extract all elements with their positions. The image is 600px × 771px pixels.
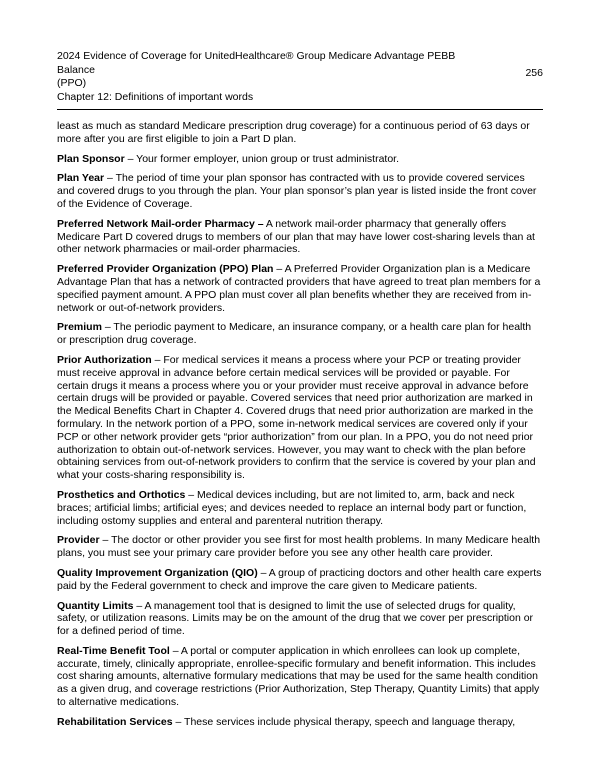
- definition-text: – The periodic payment to Medicare, an insurance company, or a health care plan for health or prescription drug coverage.: [57, 321, 532, 347]
- definition-text: – A group of practicing doctors and other health care experts paid by the Federal government to check and improve the care given to Medicare patients.: [57, 566, 542, 592]
- definition-term: Real-Time Benefit Tool: [57, 644, 170, 657]
- header-title-line-1: 2024 Evidence of Coverage for UnitedHealthcare® Group Medicare Advantage PEBB Balance: [57, 50, 456, 76]
- continuation-paragraph: [57, 120, 543, 146]
- definition-term: Prosthetics and Orthotics: [57, 488, 186, 501]
- definition-prosthetics-and-orthotics: [57, 489, 543, 527]
- definition-term: Quality Improvement Organization (QIO): [57, 566, 258, 579]
- definition-text: – A management tool that is designed to limit the use of selected drugs for quality, safety, or utilization reasons. Limits may be on the amount of the drug that we cover per prescription or for a defined period of time.: [57, 599, 534, 638]
- definition-preferred-network-mail-order-pharmacy: [57, 218, 543, 256]
- definition-quantity-limits: [57, 600, 543, 638]
- header-chapter-line: Chapter 12: Definitions of important words: [57, 90, 254, 103]
- definition-text: – The doctor or other provider you see first for most health problems. In many Medicare health plans, you must see your primary care provider before you see any other health care provider.: [57, 534, 541, 560]
- definition-quality-improvement-organization: [57, 567, 543, 593]
- definition-prior-authorization: [57, 354, 543, 482]
- page-number: 256: [525, 67, 543, 79]
- definition-text: – Your former employer, union group or trust administrator.: [124, 152, 399, 165]
- definition-text: – Medical devices including, but are not limited to, arm, back and neck braces; artificial limbs; artificial eyes; and devices needed to replace an internal body part or function, including ostomy supplies and enteral and parenteral nutrition therapy.: [57, 488, 527, 527]
- definition-text: – A portal or computer application in which enrollees can look up complete, accurate, timely, clinically appropriate, enrollee-specific formulary and benefit information. This includes cost sharing amounts, alternative formulary medications that may be used for the same health condition as a given drug, and coverage restrictions (Prior Authorization, Step Therapy, Quantity Limits) that apply to alternative medications.: [57, 644, 540, 709]
- definition-term: Prior Authorization: [57, 353, 152, 366]
- definition-rehabilitation-services: [57, 716, 543, 729]
- definition-term: Plan Year: [57, 172, 105, 185]
- definitions-body: [57, 120, 543, 729]
- definition-term: Provider: [57, 534, 100, 547]
- definition-term: Preferred Provider Organization (PPO) Plan: [57, 263, 274, 276]
- definition-premium: [57, 321, 543, 347]
- definition-term: Rehabilitation Services: [57, 715, 173, 728]
- definition-term: Preferred Network Mail-order Pharmacy –: [57, 217, 264, 230]
- definition-term: Premium: [57, 321, 102, 334]
- header-divider: [57, 109, 543, 110]
- definition-term: Quantity Limits: [57, 599, 134, 612]
- definition-plan-year: [57, 172, 543, 210]
- header-title-line-2: (PPO): [57, 77, 87, 89]
- definition-term: Plan Sponsor: [57, 152, 125, 165]
- definition-text: – A Preferred Provider Organization plan is a Medicare Advantage Plan that has a network of contracted providers that have agreed to treat plan members for a specified payment amount. A PPO plan must cover all plan benefits whether they are received from in-network or out-of-network providers.: [57, 263, 541, 314]
- definition-plan-sponsor: [57, 153, 543, 166]
- definition-text: – These services include physical therapy, speech and language therapy,: [172, 715, 516, 728]
- definition-text: – The period of time your plan sponsor has contracted with us to provide covered services and covered drugs to you through the plan. Your plan sponsor’s plan year is listed inside the front cover of the Evidence of Coverage.: [57, 172, 537, 210]
- definition-real-time-benefit-tool: [57, 645, 543, 709]
- definition-preferred-provider-organization-plan: [57, 263, 543, 314]
- definition-text: A network mail-order pharmacy that generally offers Medicare Part D covered drugs to members of our plan that may have lower cost-sharing levels than at other network pharmacies or mail-order pharmacies.: [57, 217, 535, 256]
- definition-text: least as much as standard Medicare prescription drug coverage) for a continuous period of 63 days or more after you are first eligible to join a Part D plan.: [57, 120, 530, 145]
- page-header: [57, 50, 543, 104]
- definition-provider: [57, 534, 543, 560]
- definition-text: – For medical services it means a process where your PCP or treating provider must receive approval in advance before certain medical services will be provided or payable. For certain drugs it means a process where you or your provider must receive approval in advance before certain drugs will be provided or payable. Covered services that need prior authorization are marked in the Medical Benefits Chart in Chapter 4. Covered drugs that need prior authorization are marked in the formulary. In the network portion of a PPO, some in-network medical services are covered only if your PCP or other network provider gets “prior authorization” from our plan. In a PPO, you do not need prior authorization to obtain out-of-network services. However, you may want to check with the plan before obtaining services from out-of-network providers to confirm that the service is covered by your plan and what your costs-sharing responsibility is.: [57, 353, 536, 482]
